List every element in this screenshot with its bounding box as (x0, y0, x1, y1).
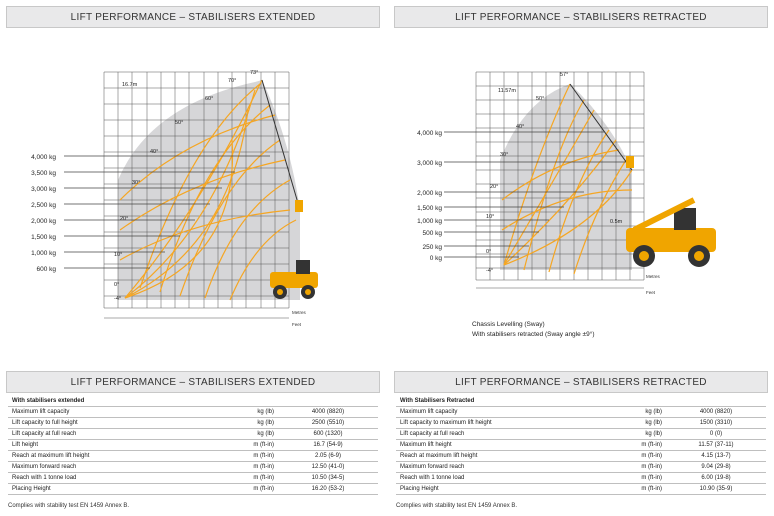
table-row: Lift capacity to full height kg (lb) 2500 (5510) (8, 418, 378, 429)
table-row: Reach at maximum lift height m (ft-in) 4.15 (13-7) (396, 451, 766, 462)
max-reach-label: 16.7m (122, 82, 138, 88)
table-title-extended: LIFT PERFORMANCE – STABILISERS EXTENDED (6, 371, 380, 393)
load-label: 1,500 kg (31, 234, 56, 241)
table-row: Placing Height m (ft-in) 16.20 (53-2) (8, 484, 378, 495)
fork-carriage (295, 200, 303, 212)
table-title-retracted: LIFT PERFORMANCE – STABILISERS RETRACTED (394, 371, 768, 393)
angle-label: 30° (132, 180, 141, 186)
envelope-area (500, 84, 632, 270)
angle-label: -4° (114, 296, 122, 302)
table-row: Reach with 1 tonne load m (ft-in) 10.50 (34-5) (8, 473, 378, 484)
spec-table-retracted (396, 396, 766, 495)
angle-label: 40° (150, 149, 159, 155)
load-chart-extended (0, 60, 380, 335)
load-label: 250 kg (422, 244, 442, 251)
table-section-title: With stabilisers extended (8, 396, 378, 407)
angle-label: 10° (486, 214, 495, 220)
footnote-retracted: Complies with stability test EN 1459 Annex B. (396, 503, 518, 509)
table-row: Lift height m (ft-in) 16.7 (54-9) (8, 440, 378, 451)
metres-label: Metres (646, 274, 660, 279)
load-label: 1,000 kg (417, 218, 442, 225)
table-row: Maximum forward reach m (ft-in) 9.04 (29-8) (396, 462, 766, 473)
load-label: 3,000 kg (417, 160, 442, 167)
table-row: Lift capacity to maximum lift height kg (lb) 1500 (3310) (396, 418, 766, 429)
max-reach-label: 11.57m (498, 88, 516, 94)
table-row: Reach at maximum lift height m (ft-in) 2.05 (6-9) (8, 451, 378, 462)
angle-label: 57° (560, 72, 569, 78)
table-row: Lift capacity at full reach kg (lb) 600 (1320) (8, 429, 378, 440)
feet-label: Feet (292, 322, 302, 327)
load-label: 1,000 kg (31, 250, 56, 257)
chart-title-retracted: LIFT PERFORMANCE – STABILISERS RETRACTED (394, 6, 768, 28)
load-chart-retracted (394, 60, 774, 300)
load-label: 4,000 kg (417, 130, 442, 137)
load-label: 2,000 kg (417, 190, 442, 197)
angle-label: 30° (500, 152, 509, 158)
spec-table-extended (8, 396, 378, 495)
table-row: Reach with 1 tonne load m (ft-in) 6.00 (19-8) (396, 473, 766, 484)
angle-label: 50° (175, 120, 184, 126)
table-row: Maximum lift capacity kg (lb) 4000 (8820) (396, 407, 766, 418)
table-row: Lift capacity at full reach kg (lb) 0 (0) (396, 429, 766, 440)
load-label: 600 kg (36, 266, 56, 273)
angle-label: 20° (120, 216, 129, 222)
load-label: 2,500 kg (31, 202, 56, 209)
sway-caption-detail: With stabilisers retracted (Sway angle ±9°) (472, 331, 595, 338)
angle-label: 50° (536, 96, 545, 102)
angle-label: 20° (490, 184, 499, 190)
angle-label: -4° (486, 268, 494, 274)
load-label: 1,500 kg (417, 205, 442, 212)
table-row: Maximum forward reach m (ft-in) 12.50 (41-0) (8, 462, 378, 473)
table-row: Maximum lift capacity kg (lb) 4000 (8820) (8, 407, 378, 418)
metres-label: Metres (292, 310, 306, 315)
table-section-title: With Stabilisers Retracted (396, 396, 766, 407)
angle-label: 0° (486, 249, 492, 255)
sway-caption (472, 320, 595, 340)
telehandler-icon (626, 200, 716, 267)
load-label: 0 kg (429, 255, 442, 262)
load-label: 4,000 kg (31, 154, 56, 161)
angle-label: 40° (516, 124, 525, 130)
load-label: 3,500 kg (31, 170, 56, 177)
table-row: Placing Height m (ft-in) 10.90 (35-9) (396, 484, 766, 495)
footnote-extended: Complies with stability test EN 1459 Annex B. (8, 503, 130, 509)
envelope-area (118, 80, 300, 300)
fork-carriage (626, 156, 634, 168)
load-label: 500 kg (422, 230, 442, 237)
angle-label: 70° (228, 78, 237, 84)
load-label: 3,000 kg (31, 186, 56, 193)
angle-label: 73° (250, 70, 259, 76)
angle-label: 10° (114, 252, 123, 258)
chart-title-extended: LIFT PERFORMANCE – STABILISERS EXTENDED (6, 6, 380, 28)
table-row: Maximum lift height m (ft-in) 11.57 (37-11) (396, 440, 766, 451)
angle-label: 0° (114, 282, 120, 288)
sway-caption-title: Chassis Levelling (Sway) (472, 321, 545, 328)
angle-label: 60° (205, 96, 214, 102)
feet-label: Feet (646, 290, 656, 295)
frame-reach-label: 0.5m (610, 219, 623, 225)
load-label: 2,000 kg (31, 218, 56, 225)
